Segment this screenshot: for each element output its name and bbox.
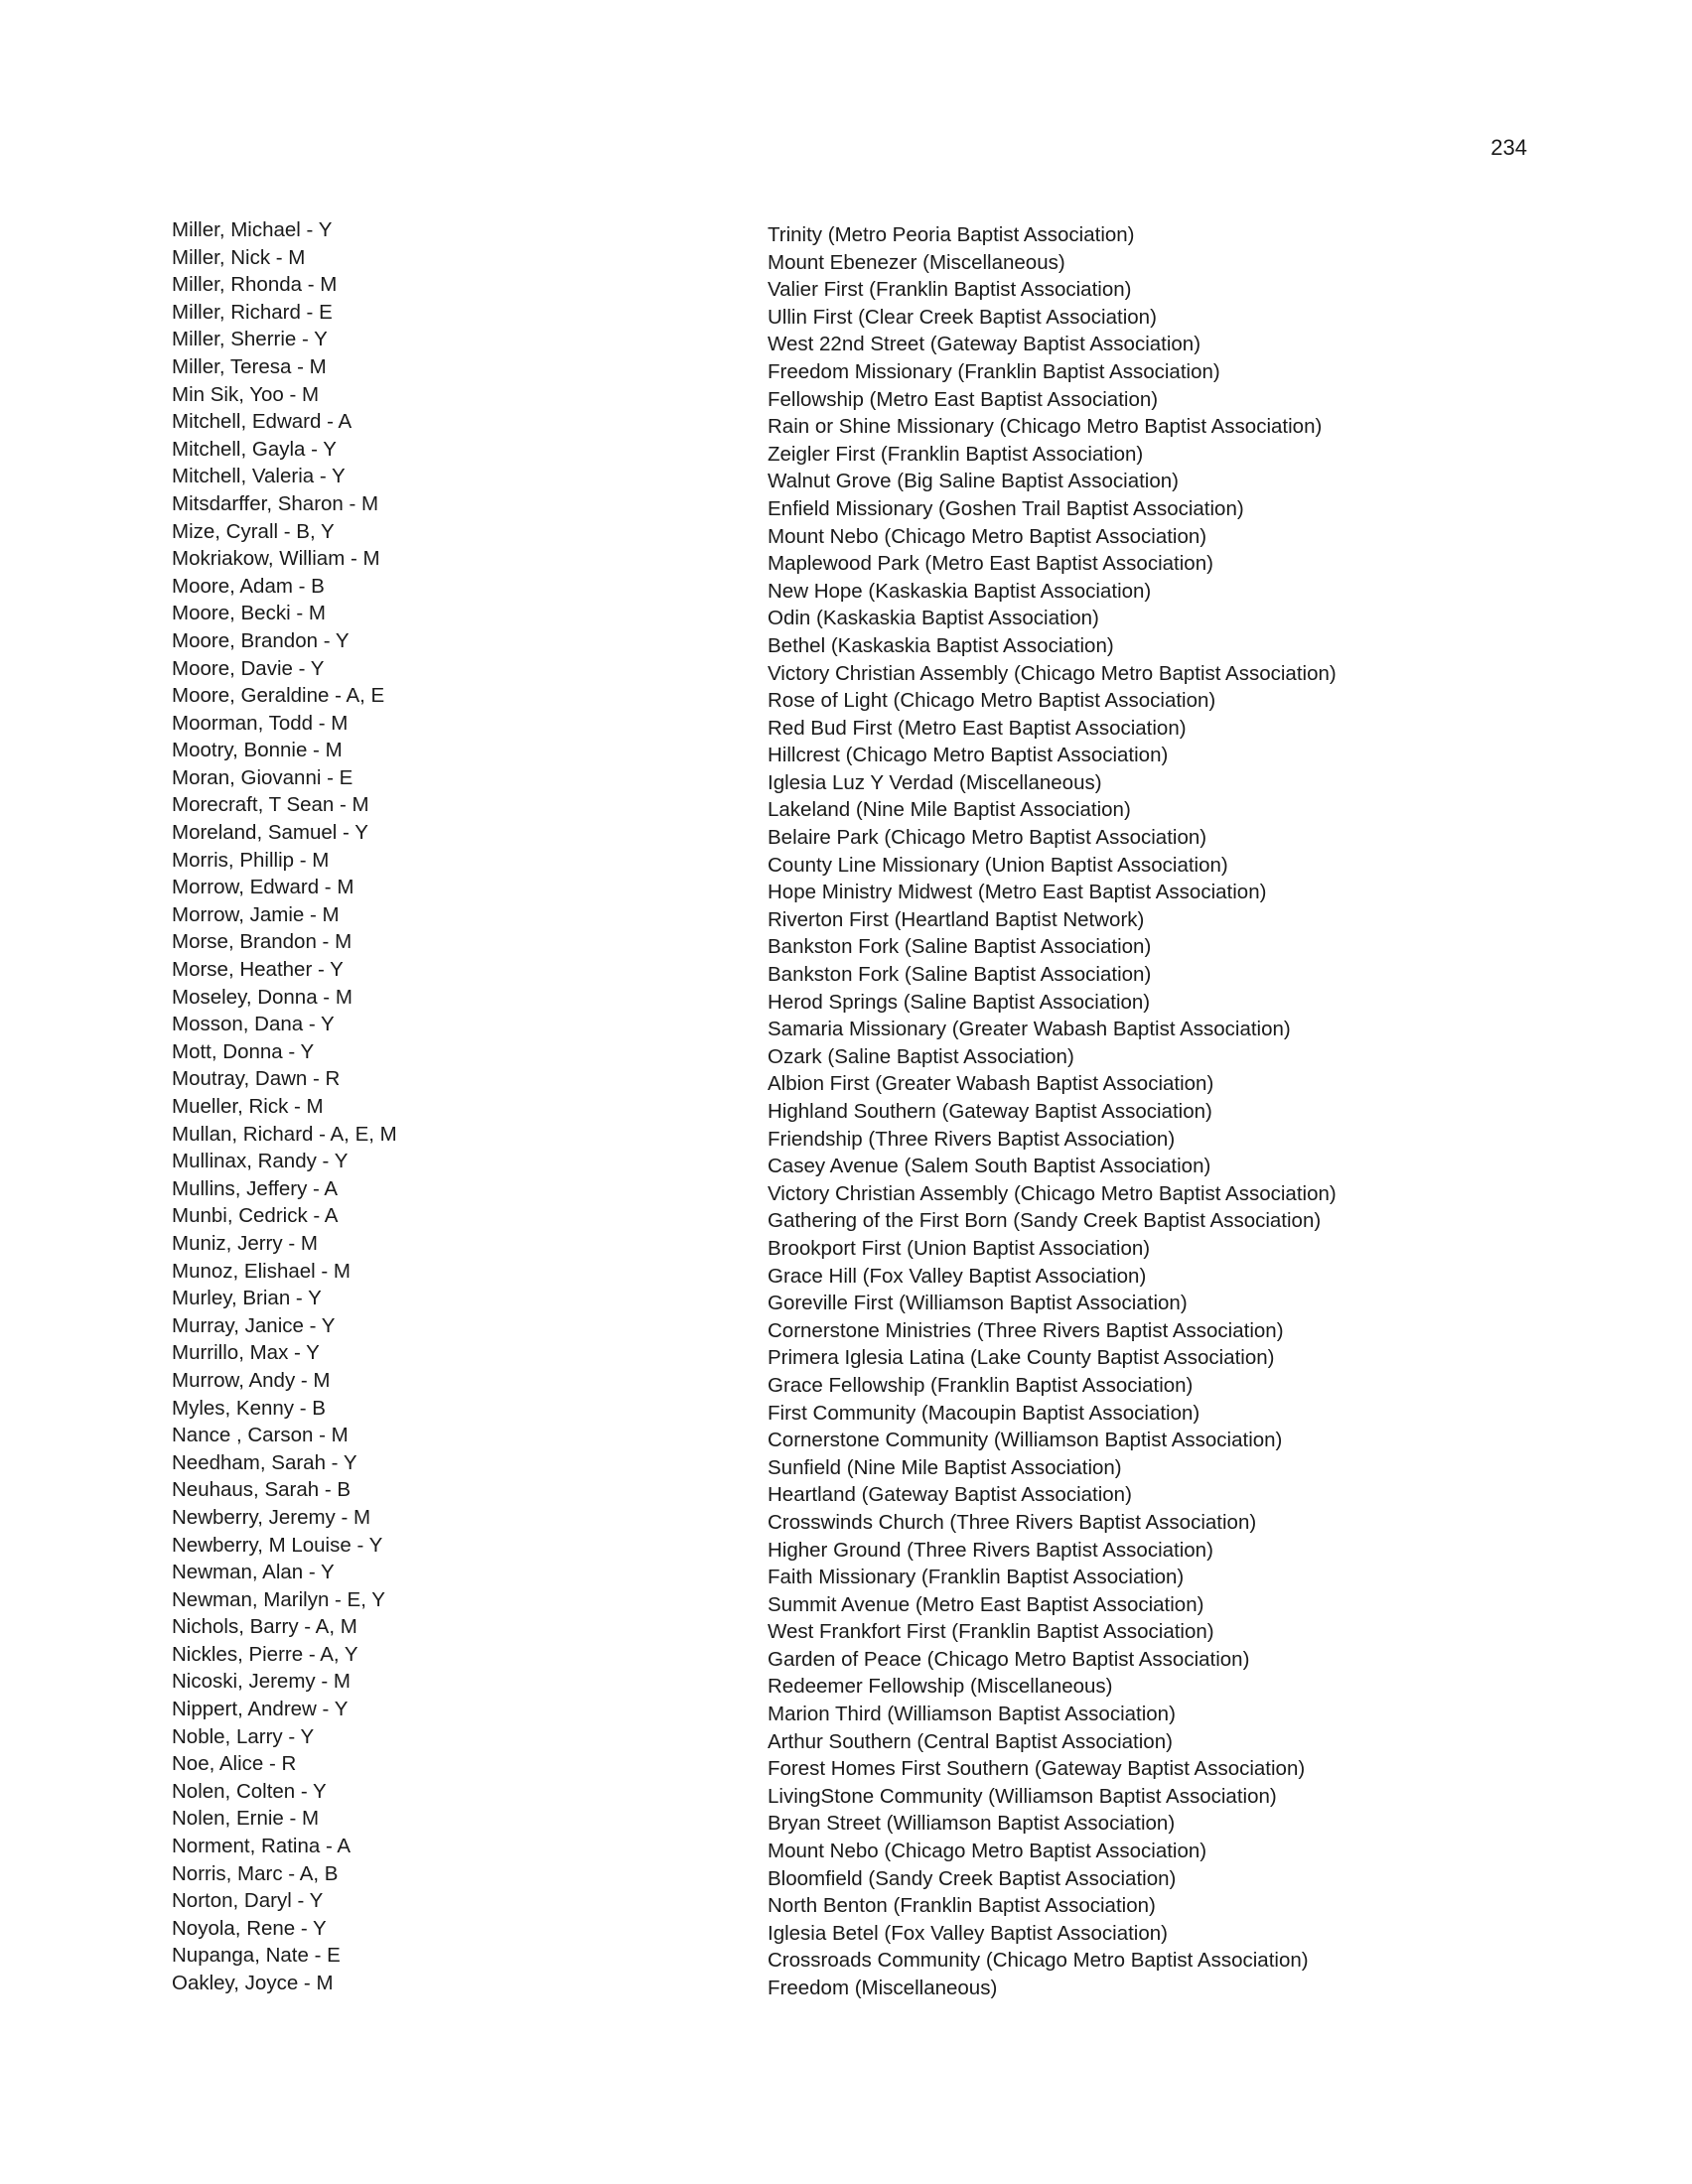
directory-entry bbox=[0, 1422, 1692, 1452]
directory-entry bbox=[0, 545, 1692, 576]
directory-entry bbox=[0, 1504, 1692, 1532]
entry-name: Oakley, Joyce - M bbox=[172, 1972, 334, 1994]
entry-name: Myles, Kenny - B bbox=[172, 1396, 326, 1420]
entry-name: Mootry, Bonnie - M bbox=[172, 739, 343, 762]
entry-church: Arthur Southern (Central Baptist Association) bbox=[768, 1729, 1173, 1753]
directory-entry bbox=[0, 1121, 1692, 1149]
directory-entry bbox=[0, 1586, 1692, 1614]
entry-church: Grace Hill (Fox Valley Baptist Association) bbox=[768, 1264, 1147, 1288]
directory-entry bbox=[0, 1065, 1692, 1096]
directory-entry bbox=[0, 1476, 1692, 1507]
entry-name: Murray, Janice - Y bbox=[172, 1313, 336, 1337]
entry-name: Murrow, Andy - M bbox=[172, 1368, 331, 1392]
directory-entry bbox=[0, 1668, 1692, 1699]
directory-entry bbox=[0, 764, 1692, 792]
directory-entry bbox=[0, 1860, 1692, 1888]
entry-name: Morse, Heather - Y bbox=[172, 958, 344, 982]
entry-church: Garden of Peace (Chicago Metro Baptist Association) bbox=[768, 1647, 1250, 1671]
entry-church: Victory Christian Assembly (Chicago Metro Baptist Association) bbox=[768, 661, 1337, 685]
page-number: 234 bbox=[1490, 135, 1527, 160]
directory-entry bbox=[0, 1312, 1692, 1340]
entry-church: Forest Homes First Southern (Gateway Baptist Association) bbox=[768, 1757, 1306, 1781]
entry-church: Iglesia Luz Y Verdad (Miscellaneous) bbox=[768, 770, 1102, 794]
entry-church: Zeigler First (Franklin Baptist Association) bbox=[768, 442, 1144, 466]
entry-name: Miller, Rhonda - M bbox=[172, 273, 338, 297]
directory-entry bbox=[0, 1011, 1692, 1041]
directory-entry bbox=[0, 682, 1692, 713]
entry-name: Moutray, Dawn - R bbox=[172, 1067, 341, 1091]
entry-church: Crosswinds Church (Three Rivers Baptist Association) bbox=[768, 1510, 1257, 1534]
entry-church: Trinity (Metro Peoria Baptist Association) bbox=[768, 223, 1135, 246]
entry-church: Red Bud First (Metro East Baptist Association) bbox=[768, 716, 1187, 740]
entry-name: Morrow, Jamie - M bbox=[172, 902, 340, 926]
entry-church: Enfield Missionary (Goshen Trail Baptist Association) bbox=[768, 496, 1244, 520]
directory-entry bbox=[0, 655, 1692, 683]
entry-church: Bryan Street (Williamson Baptist Association) bbox=[768, 1812, 1176, 1836]
entry-name: Noe, Alice - R bbox=[172, 1752, 297, 1776]
entry-name: Miller, Richard - E bbox=[172, 300, 333, 324]
directory-entry bbox=[0, 1696, 1692, 1726]
directory-entry bbox=[0, 627, 1692, 655]
entry-church: Casey Avenue (Salem South Baptist Association) bbox=[768, 1155, 1211, 1178]
entry-church: Marion Third (Williamson Baptist Association) bbox=[768, 1703, 1176, 1726]
entry-church: Victory Christian Assembly (Chicago Metro Baptist Association) bbox=[768, 1181, 1337, 1205]
entry-church: Mount Nebo (Chicago Metro Baptist Association) bbox=[768, 524, 1207, 548]
entry-name: Mueller, Rick - M bbox=[172, 1095, 324, 1118]
directory-entry bbox=[0, 244, 1692, 272]
entry-church: Higher Ground (Three Rivers Baptist Association) bbox=[768, 1538, 1213, 1562]
entry-name: Needham, Sarah - Y bbox=[172, 1450, 357, 1474]
directory-entry bbox=[0, 1339, 1692, 1370]
directory-entry bbox=[0, 518, 1692, 546]
entry-church: Hillcrest (Chicago Metro Baptist Association) bbox=[768, 744, 1169, 767]
directory-entry bbox=[0, 928, 1692, 959]
entry-church: Rose of Light (Chicago Metro Baptist Association) bbox=[768, 689, 1216, 713]
entry-name: Moore, Davie - Y bbox=[172, 656, 325, 680]
directory-entry bbox=[0, 874, 1692, 904]
entry-name: Moore, Adam - B bbox=[172, 574, 325, 598]
directory-entry bbox=[0, 1258, 1692, 1286]
directory-entry bbox=[0, 490, 1692, 518]
entry-church: Walnut Grove (Big Saline Baptist Association) bbox=[768, 470, 1179, 493]
directory-entry bbox=[0, 1230, 1692, 1258]
entry-name: Newberry, M Louise - Y bbox=[172, 1533, 383, 1557]
directory-entry bbox=[0, 1148, 1692, 1178]
entry-church: West 22nd Street (Gateway Baptist Association) bbox=[768, 333, 1201, 356]
directory-entry bbox=[0, 1285, 1692, 1315]
directory-entry bbox=[0, 1532, 1692, 1560]
entry-church: Cornerstone Ministries (Three Rivers Baptist Association) bbox=[768, 1318, 1284, 1342]
entry-name: Noyola, Rene - Y bbox=[172, 1916, 327, 1940]
entry-church: Faith Missionary (Franklin Baptist Association) bbox=[768, 1566, 1185, 1589]
directory-entry bbox=[0, 1559, 1692, 1589]
directory-entry bbox=[0, 1970, 1692, 1997]
entry-church: Brookport First (Union Baptist Association) bbox=[768, 1236, 1151, 1260]
entry-name: Miller, Michael - Y bbox=[172, 218, 333, 241]
directory-list bbox=[0, 216, 1692, 1997]
entry-church: Samaria Missionary (Greater Wabash Baptist Association) bbox=[768, 1018, 1291, 1041]
entry-name: Murrillo, Max - Y bbox=[172, 1341, 320, 1365]
directory-entry bbox=[0, 573, 1692, 601]
entry-church: Cornerstone Community (Williamson Baptist Association) bbox=[768, 1429, 1283, 1452]
directory-entry bbox=[0, 984, 1692, 1012]
entry-church: County Line Missionary (Union Baptist Association) bbox=[768, 853, 1228, 877]
entry-church: Crossroads Community (Chicago Metro Baptist Association) bbox=[768, 1949, 1309, 1973]
entry-name: Nickles, Pierre - A, Y bbox=[172, 1642, 358, 1666]
entry-name: Mullan, Richard - A, E, M bbox=[172, 1122, 397, 1146]
entry-church: Highland Southern (Gateway Baptist Association) bbox=[768, 1100, 1212, 1123]
entry-church: Sunfield (Nine Mile Baptist Association) bbox=[768, 1455, 1122, 1479]
directory-entry bbox=[0, 1942, 1692, 1973]
entry-church: Ullin First (Clear Creek Baptist Association) bbox=[768, 305, 1157, 329]
directory-entry bbox=[0, 737, 1692, 767]
entry-name: Nance , Carson - M bbox=[172, 1424, 349, 1447]
directory-entry bbox=[0, 216, 1692, 244]
directory-entry bbox=[0, 600, 1692, 630]
entry-church: Ozark (Saline Baptist Association) bbox=[768, 1044, 1074, 1068]
entry-name: Mitsdarffer, Sharon - M bbox=[172, 491, 379, 515]
directory-entry bbox=[0, 1641, 1692, 1669]
entry-name: Mize, Cyrall - B, Y bbox=[172, 519, 335, 543]
entry-church: Bloomfield (Sandy Creek Baptist Association) bbox=[768, 1866, 1177, 1890]
entry-name: Mitchell, Valeria - Y bbox=[172, 465, 346, 488]
entry-name: Moore, Becki - M bbox=[172, 602, 326, 625]
entry-church: Fellowship (Metro East Baptist Association) bbox=[768, 387, 1159, 411]
entry-name: Mokriakow, William - M bbox=[172, 547, 380, 571]
entry-church: North Benton (Franklin Baptist Association) bbox=[768, 1894, 1156, 1918]
directory-entry bbox=[0, 1887, 1692, 1918]
entry-name: Norris, Marc - A, B bbox=[172, 1861, 339, 1885]
entry-name: Nicoski, Jeremy - M bbox=[172, 1670, 351, 1694]
entry-church: Mount Nebo (Chicago Metro Baptist Association) bbox=[768, 1840, 1207, 1863]
entry-name: Moran, Giovanni - E bbox=[172, 765, 353, 789]
directory-entry bbox=[0, 1395, 1692, 1423]
directory-entry bbox=[0, 710, 1692, 738]
entry-church: Bankston Fork (Saline Baptist Association) bbox=[768, 963, 1152, 987]
directory-entry bbox=[0, 819, 1692, 850]
entry-church: Odin (Kaskaskia Baptist Association) bbox=[768, 607, 1099, 630]
directory-entry bbox=[0, 326, 1692, 356]
directory-entry bbox=[0, 956, 1692, 987]
entry-name: Mitchell, Gayla - Y bbox=[172, 437, 337, 461]
entry-name: Mosson, Dana - Y bbox=[172, 1013, 335, 1036]
directory-entry bbox=[0, 299, 1692, 327]
entry-church: Iglesia Betel (Fox Valley Baptist Association) bbox=[768, 1921, 1168, 1945]
directory-entry bbox=[0, 463, 1692, 493]
entry-church: Gathering of the First Born (Sandy Creek Baptist Association) bbox=[768, 1209, 1322, 1233]
entry-church: Redeemer Fellowship (Miscellaneous) bbox=[768, 1675, 1113, 1699]
entry-name: Moore, Geraldine - A, E bbox=[172, 684, 385, 708]
entry-name: Munbi, Cedrick - A bbox=[172, 1204, 339, 1228]
entry-name: Newman, Marilyn - E, Y bbox=[172, 1587, 385, 1611]
directory-entry bbox=[0, 1038, 1692, 1066]
directory-entry bbox=[0, 1367, 1692, 1395]
entry-church: Freedom Missionary (Franklin Baptist Association) bbox=[768, 359, 1220, 383]
directory-entry bbox=[0, 381, 1692, 409]
entry-name: Miller, Teresa - M bbox=[172, 354, 327, 378]
entry-name: Murley, Brian - Y bbox=[172, 1287, 322, 1310]
entry-name: Nolen, Ernie - M bbox=[172, 1807, 320, 1831]
entry-church: Albion First (Greater Wabash Baptist Association) bbox=[768, 1072, 1214, 1096]
directory-entry bbox=[0, 1202, 1692, 1233]
entry-name: Norment, Ratina - A bbox=[172, 1835, 352, 1858]
entry-name: Mullins, Jeffery - A bbox=[172, 1176, 339, 1200]
entry-church: Lakeland (Nine Mile Baptist Association) bbox=[768, 798, 1131, 822]
entry-name: Munoz, Elishael - M bbox=[172, 1259, 352, 1283]
entry-church: Herod Springs (Saline Baptist Association) bbox=[768, 990, 1151, 1014]
entry-church: Friendship (Three Rivers Baptist Association) bbox=[768, 1127, 1176, 1151]
entry-name: Nichols, Barry - A, M bbox=[172, 1615, 357, 1639]
entry-name: Moore, Brandon - Y bbox=[172, 628, 350, 652]
entry-name: Miller, Nick - M bbox=[172, 245, 306, 269]
entry-name: Nupanga, Nate - E bbox=[172, 1944, 341, 1968]
entry-name: Nolen, Colten - Y bbox=[172, 1779, 327, 1803]
entry-church: Bankston Fork (Saline Baptist Association) bbox=[768, 935, 1152, 959]
directory-entry bbox=[0, 1449, 1692, 1477]
entry-church: Freedom (Miscellaneous) bbox=[768, 1977, 998, 1999]
entry-name: Miller, Sherrie - Y bbox=[172, 328, 328, 351]
directory-entry bbox=[0, 791, 1692, 822]
entry-church: Primera Iglesia Latina (Lake County Baptist Association) bbox=[768, 1346, 1275, 1370]
directory-entry bbox=[0, 1805, 1692, 1836]
directory-entry bbox=[0, 1613, 1692, 1644]
directory-entry bbox=[0, 1833, 1692, 1863]
directory-entry bbox=[0, 1778, 1692, 1806]
entry-church: Goreville First (Williamson Baptist Association) bbox=[768, 1292, 1188, 1315]
directory-entry bbox=[0, 271, 1692, 302]
entry-name: Morrow, Edward - M bbox=[172, 876, 354, 899]
entry-church: Hope Ministry Midwest (Metro East Baptist Association) bbox=[768, 881, 1267, 904]
entry-church: Valier First (Franklin Baptist Association) bbox=[768, 278, 1132, 302]
entry-name: Morris, Phillip - M bbox=[172, 848, 330, 872]
entry-church: Summit Avenue (Metro East Baptist Association) bbox=[768, 1592, 1204, 1616]
entry-church: Mount Ebenezer (Miscellaneous) bbox=[768, 250, 1065, 274]
entry-church: Belaire Park (Chicago Metro Baptist Association) bbox=[768, 826, 1207, 850]
directory-entry bbox=[0, 901, 1692, 929]
entry-name: Moreland, Samuel - Y bbox=[172, 821, 368, 845]
entry-church: Rain or Shine Missionary (Chicago Metro Baptist Association) bbox=[768, 415, 1323, 439]
entry-church: New Hope (Kaskaskia Baptist Association) bbox=[768, 579, 1152, 603]
entry-name: Newberry, Jeremy - M bbox=[172, 1505, 371, 1529]
entry-name: Newman, Alan - Y bbox=[172, 1561, 335, 1584]
directory-entry bbox=[0, 1750, 1692, 1781]
entry-name: Mitchell, Edward - A bbox=[172, 410, 352, 434]
directory-entry bbox=[0, 408, 1692, 439]
directory-entry bbox=[0, 1915, 1692, 1943]
entry-name: Noble, Larry - Y bbox=[172, 1724, 315, 1748]
entry-name: Norton, Daryl - Y bbox=[172, 1889, 324, 1913]
directory-entry bbox=[0, 847, 1692, 875]
entry-name: Neuhaus, Sarah - B bbox=[172, 1478, 352, 1502]
entry-name: Mullinax, Randy - Y bbox=[172, 1150, 349, 1173]
directory-entry bbox=[0, 1723, 1692, 1751]
entry-church: Bethel (Kaskaskia Baptist Association) bbox=[768, 633, 1114, 657]
directory-entry bbox=[0, 1175, 1692, 1203]
entry-church: Heartland (Gateway Baptist Association) bbox=[768, 1483, 1132, 1507]
entry-name: Muniz, Jerry - M bbox=[172, 1231, 318, 1255]
entry-church: Grace Fellowship (Franklin Baptist Association) bbox=[768, 1373, 1194, 1397]
directory-entry bbox=[0, 436, 1692, 464]
entry-church: First Community (Macoupin Baptist Association) bbox=[768, 1401, 1200, 1425]
entry-name: Morse, Brandon - M bbox=[172, 930, 352, 954]
entry-church: Maplewood Park (Metro East Baptist Association) bbox=[768, 552, 1213, 576]
entry-name: Morecraft, T Sean - M bbox=[172, 793, 369, 817]
entry-name: Moseley, Donna - M bbox=[172, 985, 352, 1009]
entry-church: Riverton First (Heartland Baptist Network) bbox=[768, 907, 1145, 931]
entry-name: Mott, Donna - Y bbox=[172, 1039, 315, 1063]
entry-church: West Frankfort First (Franklin Baptist Association) bbox=[768, 1620, 1214, 1644]
entry-name: Moorman, Todd - M bbox=[172, 711, 349, 735]
entry-church: LivingStone Community (Williamson Baptist Association) bbox=[768, 1784, 1277, 1808]
directory-entry bbox=[0, 1093, 1692, 1121]
entry-name: Nippert, Andrew - Y bbox=[172, 1698, 349, 1721]
directory-entry bbox=[0, 353, 1692, 381]
entry-name: Min Sik, Yoo - M bbox=[172, 382, 320, 406]
